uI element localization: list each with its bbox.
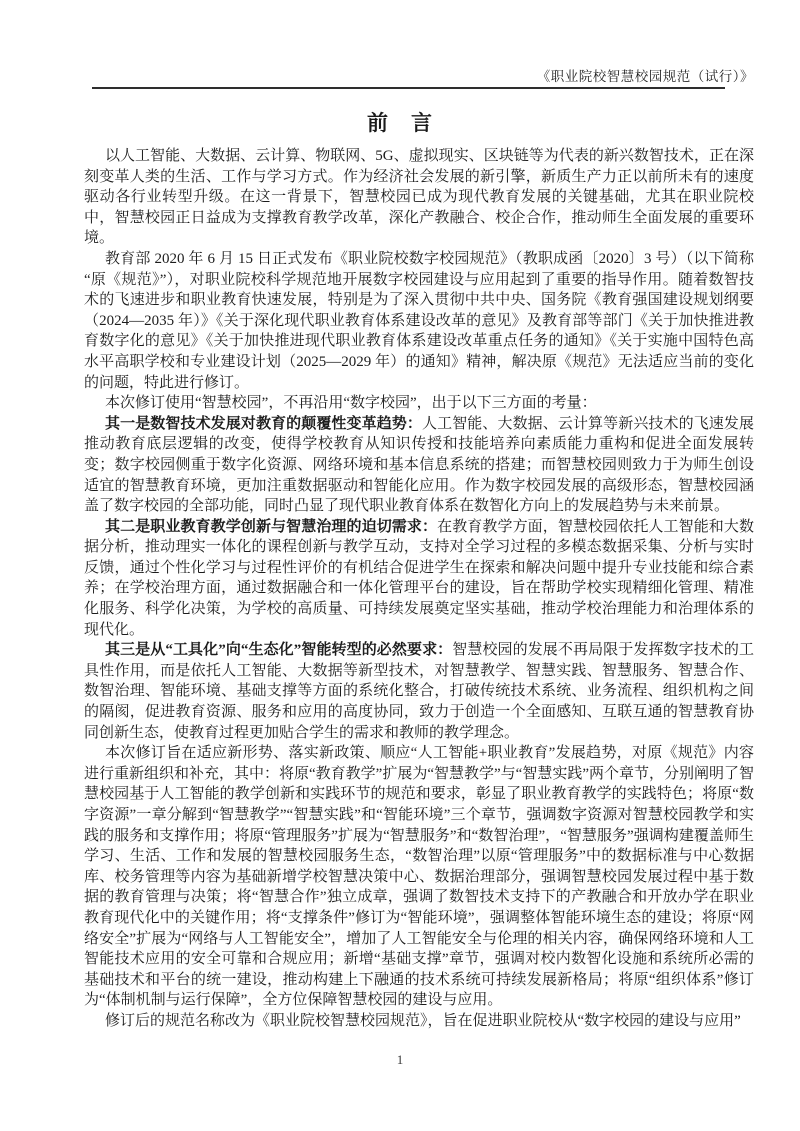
paragraph-text: 修订后的规范名称改为《职业院校智慧校园规范》，旨在促进职业院校从“数字校园的建设与应用” [105,1012,741,1029]
paragraph-lead: 其二是职业教育教学创新与智慧治理的迫切需求： [105,518,438,535]
running-header: 《职业院校智慧校园规范（试行）》 [536,69,754,84]
paragraph-lead: 其三是从“工具化”向“生态化”智能转型的必然要求： [105,642,453,659]
paragraph [84,414,754,517]
paragraph [84,1011,754,1032]
paragraph [84,393,754,414]
paragraph [84,640,754,743]
paragraph-text: 人工智能、大数据、云计算等新兴技术的飞速发展推动教育底层逻辑的改变，使得学校教育从知识传授和技能培养向素质能力重构和促进全面发展转变；数字校园侧重于数字化资源、网络环境和基本信息系统的搭建；而智慧校园则致力于为师生创设适宜的智慧教育环境，更加注重数据驱动和智能化应用。作为数字校园发展的高级形态，智慧校园涵盖了数字校园的全部功能，同时凸显了现代职业教育体系在数智化方向上的发展趋势与未来前景。 [84,415,754,515]
document-body [84,146,754,1032]
paragraph [84,743,754,1011]
paragraph-text: 智慧校园的发展不再局限于发挥数字技术的工具性作用，而是依托人工智能、大数据等新型技术，对智慧教学、智慧实践、智慧服务、智慧合作、数智治理、智能环境、基础支撑等方面的系统化整合，打破传统技术系统、业务流程、组织机构之间的隔阂，促进教育资源、服务和应用的高度协同，致力于创造一个全面感知、互联互通的智慧教育协同创新生态，使教育过程更加贴合学生的需求和教师的教学理念。 [84,642,754,741]
paragraph [84,146,754,249]
paragraph-text: 本次修订旨在适应新形势、落实新政策、顺应“人工智能+职业教育”发展趋势，对原《规范》内容进行重新组织和补充，其中：将原“教育教学”扩展为“智慧教学”与“智慧实践”两个章节，分别阐明了智慧校园基于人工智能的教学创新和实践环节的规范和要求，彰显了职业教育教学的实践特色；将原“数字资源”一章分解到“智慧教学”“智慧实践”和“智能环境”三个章节，强调数字资源对智慧校园教学和实践的服务和支撑作用；将原“管理服务”扩展为“智慧服务”和“数智治理”，“智慧服务”强调构建覆盖师生学习、生活、工作和发展的智慧校园服务生态，“数智治理”以原“管理服务”中的数据标准与中心数据库、校务管理等内容为基础新增学校智慧决策中心、数据治理部分，强调智慧校园发展过程中基于数据的教育管理与决策；将“智慧合作”独立成章，强调了数智技术支持下的产教融合和开放办学在职业教育现代化中的关键作用；将“支撑条件”修订为“智能环境”，强调整体智能环境生态的建设；将原“网络安全”扩展为“网络与人工智能安全”，增加了人工智能安全与伦理的相关内容，确保网络环境和人工智能技术应用的安全可靠和合规应用；新增“基础支撑”章节，强调对校内数智化设施和系统所必需的基础技术和平台的统一建设，推动构建上下融通的技术系统可持续发展新格局；将原“组织体系”修订为“体制机制与运行保障”，全方位保障智慧校园的建设与应用。 [84,745,754,1009]
paragraph-text: 以人工智能、大数据、云计算、物联网、5G、虚拟现实、区块链等为代表的新兴数智技术，正在深刻变革人类的生活、工作与学习方式。作为经济社会发展的新引擎，新质生产力正以前所未有的速度驱动各行业转型升级。在这一背景下，智慧校园已成为现代教育发展的关键基础，尤其在职业院校中，智慧校园正日益成为支撑教育教学改革，深化产教融合、校企合作，推动师生全面发展的重要环境。 [84,148,754,247]
paragraph-text: 在教育教学方面，智慧校园依托人工智能和大数据分析，推动理实一体化的课程创新与教学互动，支持对全学习过程的多模态数据采集、分析与实时反馈，通过个性化学习与过程性评价的有机结合促进学生在探索和解决问题中提升专业技能和综合素养；在学校治理方面，通过数据融合和一体化管理平台的建设，旨在帮助学校实现精细化管理、精准化服务、科学化决策，为学校的高质量、可持续发展奠定坚实基础，推动学校治理能力和治理体系的现代化。 [84,518,754,638]
paragraph [84,249,754,393]
paragraph-text: 教育部 2020 年 6 月 15 日正式发布《职业院校数字校园规范》（教职成函〔2020〕3 号）（以下简称“原《规范》”），对职业院校科学规范地开展数字校园建设与应用起到了重要的指导作用。随着数智技术的飞速进步和职业教育快速发展，特别是为了深入贯彻中共中央、国务院《教育强国建设规划纲要（2024—2035 年）》《关于深化现代职业教育体系建设改革的意见》及教育部等部门《关于加快推进教育数字化的意见》《关于加快推进现代职业教育体系建设改革重点任务的通知》《关于实施中国特色高水平高职学校和专业建设计划（2025—2029 年）的通知》精神，解决原《规范》无法适应当前的变化的问题，特此进行修订。 [84,250,754,391]
paragraph-text: 本次修订使用“智慧校园”，不再沿用“数字校园”，出于以下三方面的考量： [105,395,597,412]
page-title: 前 言 [367,111,433,135]
paragraph [84,517,754,641]
header-rule [92,87,725,89]
page-number: 1 [396,1052,404,1067]
paragraph-lead: 其一是数智技术发展对教育的颠覆性变革趋势： [105,415,422,432]
